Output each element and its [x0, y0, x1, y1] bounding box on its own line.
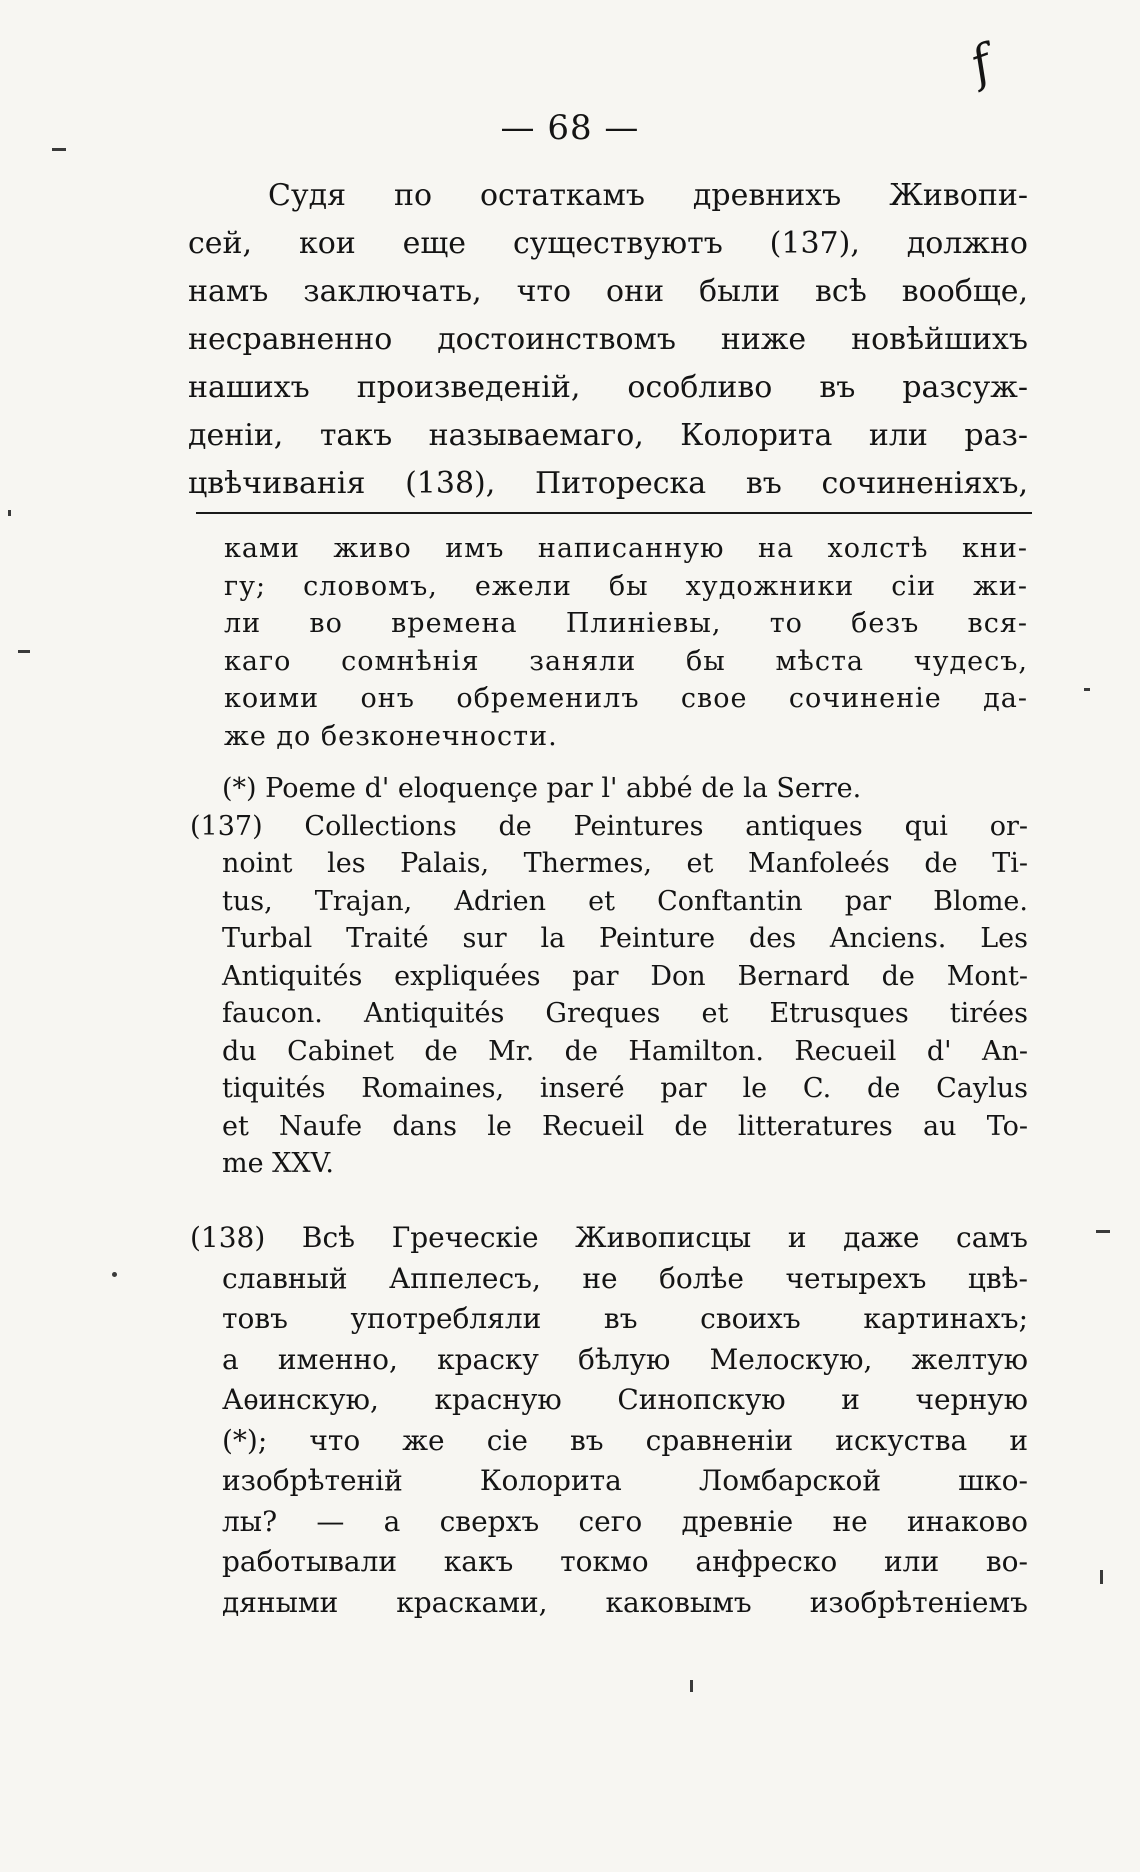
footnote-line: же до безконечности.	[224, 720, 558, 752]
main-text-line: несравненно достоинствомъ ниже новѣйшихъ	[188, 322, 1028, 357]
footnote-line: ли во времена Плиніевы, то безъ вся-	[224, 608, 1028, 639]
footnote-138-line: работывали какъ токмо анфреско или во-	[222, 1545, 1028, 1578]
footnote-line: коими онъ обременилъ свое сочиненіе да-	[224, 683, 1028, 714]
footnote-137-line: me XXV.	[222, 1148, 334, 1179]
footnote-138-line: изобрѣтеній Колорита Ломбарской шко-	[222, 1464, 1028, 1497]
corner-mark: f	[963, 34, 1000, 94]
main-text-line: деніи, такъ называемаго, Колорита или раз-	[188, 418, 1028, 453]
footnote-138	[190, 1218, 1028, 1623]
footnote-137-line: (137) Collections de Peintures antiques qui or-	[190, 810, 1028, 842]
scan-speck	[8, 510, 11, 516]
main-text	[188, 172, 1028, 508]
footnote-separator-rule	[196, 512, 1032, 514]
scan-speck	[112, 1272, 117, 1277]
scan-speck	[1096, 1230, 1110, 1233]
footnote-137-line: Turbal Traité sur la Peinture des Anciens. Les	[222, 923, 1028, 954]
footnote-138-line: славный Аппелесъ, не болѣе четырехъ цвѣ-	[222, 1261, 1028, 1295]
page-number: — 68 —	[500, 108, 640, 148]
main-text-line: Судя по остаткамъ древнихъ Живопи-	[268, 178, 1028, 213]
footnote-line: каго сомнѣнія заняли бы мѣста чудесъ,	[224, 645, 1028, 677]
footnote-star-line: (*) Poeme d' eloquençe par l' abbé de la Serre.	[222, 773, 862, 804]
footnote-137-line: tus, Trajan, Adrien et Conftantin par Blome.	[222, 885, 1028, 917]
footnote-138-line: (138) Всѣ Греческіе Живописцы и даже самъ	[190, 1221, 1028, 1254]
scan-speck	[690, 1680, 693, 1692]
main-text-line: намъ заключать, что они были всѣ вообще,	[188, 274, 1028, 309]
footnote-138-line: Аѳинскую, красную Синопскую и черную	[222, 1383, 1028, 1416]
scan-speck	[1084, 688, 1090, 691]
footnote-137-line: et Naufe dans le Recueil de litteratures au To-	[222, 1110, 1028, 1142]
scan-speck	[52, 148, 66, 151]
footnote-138-line: товъ употребляли въ своихъ картинахъ;	[222, 1302, 1028, 1335]
footnote-137-line: tiquités Romaines, inseré par le C. de Caylus	[222, 1073, 1028, 1104]
footnote-137-line: Antiquités expliquées par Don Bernard de Mont-	[222, 960, 1028, 992]
footnote-138-line: а именно, краску бѣлую Мелоскую, желтую	[222, 1342, 1028, 1376]
main-text-line: цвѣчиванія (138), Питореска въ сочиненіяхъ,	[188, 466, 1028, 501]
scan-speck	[18, 650, 30, 653]
scan-speck	[1100, 1570, 1103, 1584]
footnote-137-line: du Cabinet de Mr. de Hamilton. Recueil d' An-	[222, 1035, 1028, 1067]
footnote-138-line: дяными красками, каковымъ изобрѣтеніемъ	[222, 1585, 1028, 1619]
footnote-137-line: faucon. Antiquités Greques et Etrusques tirées	[222, 998, 1028, 1029]
footnote-137-french	[190, 770, 1028, 1183]
footnote-continuation	[224, 530, 1028, 755]
footnote-line: ками живо имъ написанную на холстѣ кни-	[224, 533, 1028, 564]
footnote-138-line: лы? — а сверхъ сего древніе не инаково	[222, 1504, 1028, 1538]
footnote-137-line: noint les Palais, Thermes, et Manfoleés de Ti-	[222, 848, 1028, 879]
main-text-line: сей, кои еще существуютъ (137), должно	[188, 226, 1028, 261]
footnote-line: гу; словомъ, ежели бы художники сіи жи-	[224, 570, 1028, 602]
main-text-line: нашихъ произведеній, особливо въ разсуж-	[188, 370, 1028, 405]
footnote-138-line: (*); что же сіе въ сравненіи искуства и	[222, 1423, 1028, 1457]
